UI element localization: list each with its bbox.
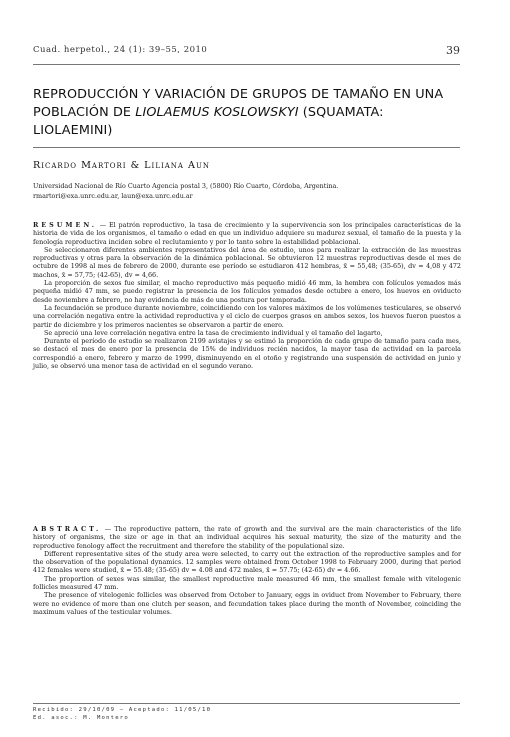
resumen-paragraph-4: La fecundación se produce durante noviembre, coincidiendo con los valores máximos de los volúmenes testiculares, se observó una correlación negativa entre la actividad reproductiva y el ciclo de cuerpos grasos en ambos sexos, los huevos fueron puestos a partir de diciembre y los primeros nacientes se observaron a partir de enero.: [33, 303, 461, 329]
page-number: 39: [446, 44, 460, 57]
journal-citation: Cuad. herpetol., 24 (1): 39–55, 2010: [33, 45, 208, 55]
resumen-paragraph-2: Se seleccionaron diferentes ambientes representativos del área de estudio, unos para realizar la extracción de las muestras reproductivas y otras para la observación de la dinámica poblacional. Se obtuvieron 12 muestras reproductivas desde el mes de octubre de 1998 al mes de febrero de 2000, durante ese período se estudiaron 412 hembras, x̄ = 55,48; (35-65), dv = 4,08 y 472 machos, x̄ = 57,75; (42-65), dv = 4,66.: [33, 245, 461, 279]
header-rule: [33, 64, 460, 65]
received-accepted-dates: Recibido: 29/10/09 — Aceptado: 11/05/10: [33, 707, 212, 713]
abstract-paragraph-1: — The reproductive pattern, the rate of growth and the survival are the main characteristics of the life history of organisms, the size or age in that an individual acquires his sexual maturity, the size of the maturity and the reproductive fenology affect the recruitment and therefore the stability of the populational size.: [33, 525, 461, 550]
resumen-section: [33, 221, 461, 370]
footer-notes: [33, 707, 211, 722]
running-head: [33, 45, 460, 55]
resumen-label: RESUMEN.: [33, 221, 97, 229]
resumen-paragraph-1: — El patrón reproductivo, la tasa de crecimiento y la supervivencia son los principales características de la historia de vida de los organismos, el tamaño o edad en que un individuo adquiere su madurez sexual, el tamaño de la puesta y la fenología reproductiva inciden sobre el reclutamiento y por lo tanto sobre la estabilidad poblacional.: [33, 221, 461, 246]
title-part-1: REPRODUCCIÓN Y VARIACIÓN DE GRUPOS DE TAMAÑO EN UNA POBLACIÓN DE: [33, 87, 444, 120]
resumen-paragraph-5: Se apreció una leve correlación negativa entre la tasa de crecimiento individual y el tamaño del lagarto,: [44, 328, 383, 337]
affiliation-emails: rmartori@exa.unrc.edu.ar, laun@exa.unrc.edu.ar: [33, 191, 193, 200]
abstract-paragraph-4: The presence of vitelogenic follicles was observed from October to January, eggs in oviduct from November to February, there were no evidence of more than one clutch per season, and fecundation takes place during the month of November, coinciding the maximum values of the testicular volumes.: [33, 591, 461, 616]
abstract-paragraph-2: Different representative sites of the study area were selected, to carry out the extraction of the reproductive samples and for the observation of the populational dynamics. 12 samples were obtained from October 1998 to February 2000, during that period 412 females were studied, x̄ = 55.48; (35-65) dv = 4.08 and 472 males, x̄ = 57.75; (42-65) dv = 4.66.: [33, 549, 461, 575]
title-species: LIOLAEMUS KOSLOWSKYI: [135, 105, 299, 120]
author-list: Ricardo Martori & Liliana Aun: [33, 160, 210, 171]
title-rule: [33, 147, 460, 148]
abstract-label: ABSTRACT.: [33, 525, 102, 533]
affiliation: [33, 182, 461, 201]
resumen-paragraph-6: Durante el período de estudio se realizaron 2199 avistajes y se estimó la proporción de cada grupo de tamaño para cada mes, se destacó el mes de enero por la presencia de 15% de individuos recién nacidos, la mayor tasa de actividad en la parcela correspondió a enero, febrero y marzo de 1999, disminuyendo en el otoño y registrando una suspensión de actividad en junio y julio, se observó una menor tasa de actividad en el segundo verano.: [33, 337, 461, 371]
title-part-2: (SQUAMATA: LIOLAEMINI): [33, 105, 384, 138]
abstract-section: [33, 525, 461, 616]
article-title: [33, 86, 463, 140]
affiliation-address: Universidad Nacional de Río Cuarto Agencia postal 3, (5800) Río Cuarto, Córdoba, Argentina.: [33, 182, 339, 190]
abstract-paragraph-3: The proportion of sexes was similar, the smallest reproductive male measured 46 mm, the smallest female with vitelogenic follicles measured 47 mm.: [33, 574, 461, 592]
associate-editor: Ed. asoc.: M. Montero: [33, 714, 129, 721]
resumen-paragraph-3: La proporción de sexos fue similar, el macho reproductivo más pequeño midió 46 mm, la hembra con folículos yemados más pequeña midió 47 mm, se puedo registrar la presencia de los folículos yemados desde octubre a enero, los huevos en oviducto desde noviembre a febrero, no hay evidencia de más de una postura por temporada.: [33, 279, 461, 304]
footer-rule: [33, 703, 460, 704]
